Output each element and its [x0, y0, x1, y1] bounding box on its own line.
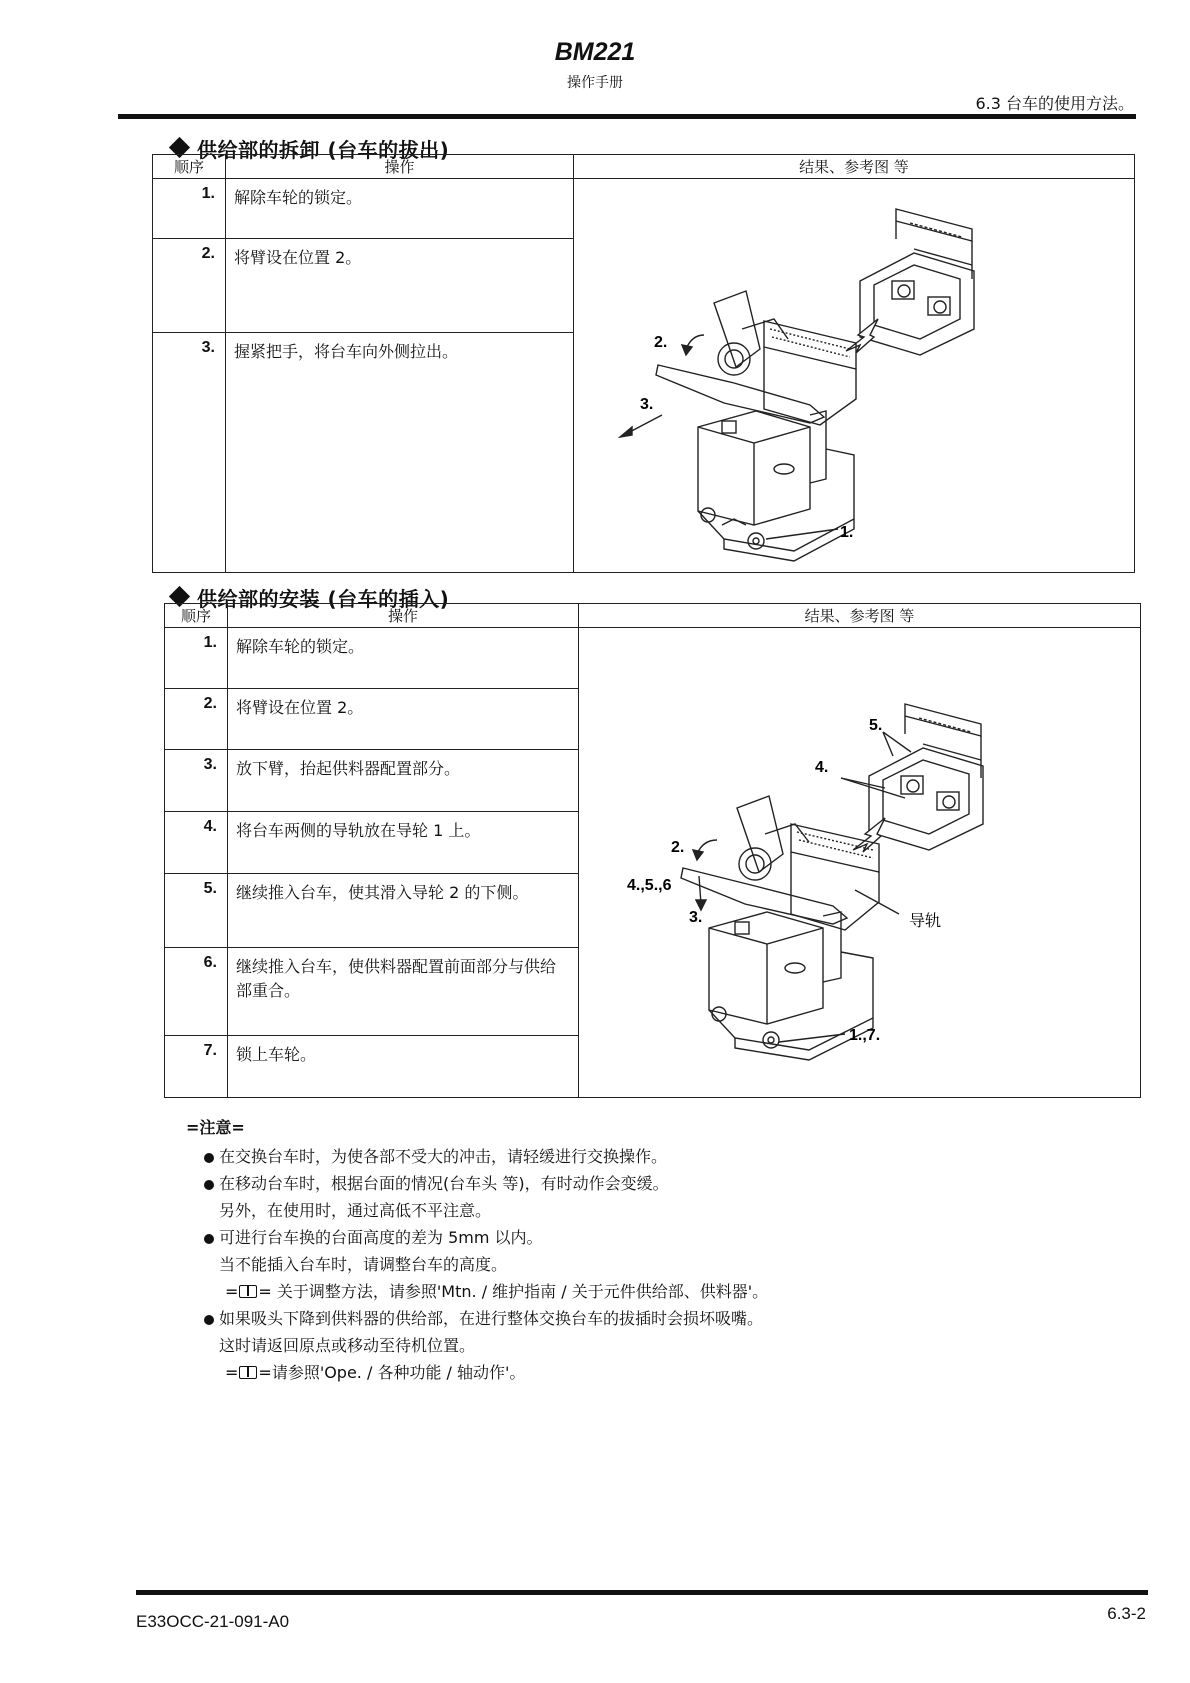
header-rule — [118, 114, 1136, 119]
step-number: 1. — [165, 628, 228, 689]
step-text: 握紧把手，将台车向外侧拉出。 — [226, 333, 574, 573]
footer-rule — [136, 1590, 1148, 1595]
figure-label-rail: 导轨 — [909, 911, 942, 930]
step-text: 解除车轮的锁定。 — [226, 179, 574, 239]
col-order-header: 顺序 — [165, 604, 228, 628]
col-order-header: 顺序 — [153, 155, 226, 179]
figure-label-2: 2. — [654, 334, 668, 351]
step-text: 解除车轮的锁定。 — [228, 628, 579, 689]
col-result-header: 结果、参考图 等 — [579, 604, 1141, 628]
bullet-icon — [204, 1234, 214, 1244]
step-number: 2. — [165, 689, 228, 750]
caution-heading: =注意= — [186, 1118, 245, 1137]
section-title: 6.3 台车的使用方法。 — [975, 94, 1134, 113]
list-item: 可进行台车换的台面高度的差为 5mm 以内。 当不能插入台车时，请调整台车的高度。 = = 关于调整方法，请参照'Mtn. / 维护指南 / 关于元件供给部、供料器'。 — [186, 1224, 768, 1305]
figure-label-456: 4.,5.,6 — [627, 877, 672, 894]
table-row — [153, 179, 1135, 239]
figure-label-1: 1. — [840, 524, 854, 541]
list-item: 在移动台车时，根据台面的情况(台车头 等)，有时动作会变缓。 另外，在使用时，通过高低不平注意。 — [186, 1170, 768, 1224]
figure-label-17: 1.,7. — [849, 1027, 881, 1044]
step-number: 2. — [153, 239, 226, 333]
manual-book-icon — [239, 1366, 257, 1379]
step-text: 将臂设在位置 2。 — [226, 239, 574, 333]
bullet-icon — [204, 1180, 214, 1190]
figure-label-3: 3. — [689, 909, 703, 926]
caution-notes — [186, 1114, 768, 1386]
bullet-icon — [204, 1153, 214, 1163]
manual-subtitle: 操作手册 — [567, 75, 623, 91]
step-text: 将臂设在位置 2。 — [228, 689, 579, 750]
step-number: 1. — [153, 179, 226, 239]
col-result-header: 结果、参考图 等 — [574, 155, 1135, 179]
figure-label-4: 4. — [815, 759, 829, 776]
document-code: E33OCC-21-091-A0 — [136, 1612, 290, 1631]
manual-title: BM221 — [554, 38, 636, 66]
cart-install-illustration — [579, 628, 1139, 1098]
removal-section-title: 供给部的拆卸 (台车的拔出) — [172, 134, 449, 163]
step-number: 6. — [165, 948, 228, 1036]
step-number: 5. — [165, 874, 228, 948]
install-table — [164, 603, 1141, 1098]
step-number: 4. — [165, 812, 228, 874]
step-number: 3. — [165, 750, 228, 812]
reference-link[interactable]: 关于调整方法，请参照'Mtn. / 维护指南 / 关于元件供给部、供料器'。 — [276, 1282, 769, 1301]
figure-label-5: 5. — [869, 717, 883, 734]
list-item: 如果吸头下降到供料器的供给部，在进行整体交换台车的拔插时会损坏吸嘴。 这时请返回原点或移动至待机位置。 = =请参照'Ope. / 各种功能 / 轴动作'。 — [186, 1305, 768, 1386]
col-operation-header: 操作 — [228, 604, 579, 628]
col-operation-header: 操作 — [226, 155, 574, 179]
page-number: 6.3-2 — [1107, 1604, 1146, 1623]
table-row — [165, 628, 1141, 689]
bullet-icon — [204, 1315, 214, 1325]
removal-table — [152, 154, 1135, 573]
removal-figure-cell — [574, 179, 1135, 573]
step-number: 3. — [153, 333, 226, 573]
step-text: 锁上车轮。 — [228, 1036, 579, 1098]
list-item: 在交换台车时，为使各部不受大的冲击，请轻缓进行交换操作。 — [186, 1143, 768, 1170]
step-text: 继续推入台车，使其滑入导轮 2 的下侧。 — [228, 874, 579, 948]
reference-link[interactable]: 请参照'Ope. / 各种功能 / 轴动作'。 — [271, 1363, 526, 1382]
cart-removal-illustration — [574, 179, 1134, 571]
install-figure-cell — [579, 628, 1141, 1098]
step-text: 继续推入台车，使供料器配置前面部分与供给部重合。 — [228, 948, 579, 1036]
figure-label-2: 2. — [671, 839, 685, 856]
step-text: 将台车两侧的导轨放在导轮 1 上。 — [228, 812, 579, 874]
install-section-title: 供给部的安装 (台车的插入) — [172, 583, 449, 612]
step-number: 7. — [165, 1036, 228, 1098]
figure-label-3: 3. — [640, 396, 654, 413]
step-text: 放下臂，抬起供料器配置部分。 — [228, 750, 579, 812]
manual-book-icon — [239, 1285, 257, 1298]
